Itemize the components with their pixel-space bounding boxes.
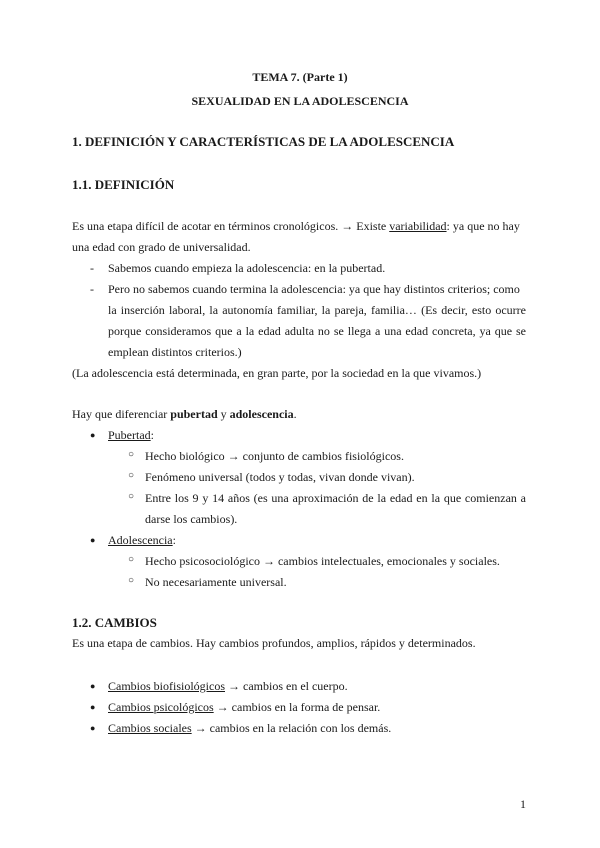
- sub-bullet-item: Hecho biológico → conjunto de cambios fisiológicos.: [145, 449, 404, 463]
- circle-bullet-icon: ○: [128, 449, 135, 460]
- underlined-term: Cambios psicológicos: [108, 700, 214, 714]
- dash-item-line: emplean distintos criterios.): [108, 345, 242, 359]
- underlined-term: Cambios sociales: [108, 721, 192, 735]
- bullet-icon: ●: [90, 535, 96, 545]
- dash-item-line: la inserción laboral, la autonomía familiar, la pareja, familia… (Es decir, esto ocurre: [108, 303, 526, 317]
- page-number: 1: [520, 797, 526, 811]
- dash-marker: -: [90, 282, 94, 296]
- bullet-text: → cambios en el cuerpo.: [225, 679, 348, 693]
- bullet-icon: ●: [90, 681, 96, 691]
- bullet-label: Adolescencia:: [108, 533, 176, 547]
- dash-marker: -: [90, 261, 94, 275]
- document-subtitle: SEXUALIDAD EN LA ADOLESCENCIA: [191, 94, 409, 108]
- bullet-label: Pubertad:: [108, 428, 154, 442]
- dash-item-line: Pero no sabemos cuando termina la adolescencia: ya que hay distintos criterios; como: [108, 282, 520, 296]
- dash-item-line: porque consideramos que a la edad adulta no se llega a una edad concreta, ya que se: [108, 324, 526, 338]
- bullet-item: [108, 679, 348, 694]
- paragraph-text: .: [293, 407, 297, 421]
- bullet-item: [108, 700, 380, 715]
- sub-bullet-item: Fenómeno universal (todos y todas, vivan donde vivan).: [145, 470, 415, 484]
- paragraph-line: [72, 407, 297, 422]
- section-heading: 1. DEFINICIÓN Y CARACTERÍSTICAS DE LA ADOLESCENCIA: [72, 134, 455, 149]
- underlined-term: Cambios biofisiológicos: [108, 679, 225, 693]
- paragraph-text: Es una etapa difícil de acotar en términos cronológicos. → Existe: [72, 219, 390, 233]
- bold-term: adolescencia: [229, 407, 294, 421]
- bullet-icon: ●: [90, 702, 96, 712]
- circle-bullet-icon: ○: [128, 575, 135, 586]
- underlined-term: variabilidad: [389, 219, 447, 233]
- circle-bullet-icon: ○: [128, 491, 135, 502]
- bullet-icon: ●: [90, 430, 96, 440]
- paragraph-line: [72, 219, 520, 234]
- paragraph-line: Es una etapa de cambios. Hay cambios profundos, amplios, rápidos y determinados.: [72, 636, 476, 650]
- dash-item: Sabemos cuando empieza la adolescencia: en la pubertad.: [108, 261, 386, 275]
- paragraph-line: una edad con grado de universalidad.: [72, 240, 251, 254]
- note-paragraph: (La adolescencia está determinada, en gran parte, por la sociedad en la que vivamos.): [72, 366, 482, 380]
- bullet-text: → cambios en la relación con los demás.: [191, 721, 392, 735]
- subsection-heading: 1.1. DEFINICIÓN: [72, 177, 175, 192]
- subsection-heading: 1.2. CAMBIOS: [72, 615, 157, 630]
- document-title: TEMA 7. (Parte 1): [252, 70, 348, 84]
- sub-bullet-item: No necesariamente universal.: [145, 575, 287, 589]
- paragraph-text: : ya que no hay: [446, 219, 520, 233]
- bold-term: pubertad: [170, 407, 218, 421]
- paragraph-text: Hay que diferenciar: [72, 407, 171, 421]
- underlined-term: Adolescencia: [108, 533, 173, 547]
- circle-bullet-icon: ○: [128, 554, 135, 565]
- paragraph-text: y: [217, 407, 230, 421]
- bullet-icon: ●: [90, 723, 96, 733]
- bullet-text: → cambios en la forma de pensar.: [213, 700, 381, 714]
- sub-bullet-item: Hecho psicosociológico → cambios intelectuales, emocionales y sociales.: [145, 554, 500, 568]
- sub-bullet-item: Entre los 9 y 14 años (es una aproximación de la edad en la que comienzan a: [145, 491, 526, 505]
- underlined-term: Pubertad: [108, 428, 151, 442]
- circle-bullet-icon: ○: [128, 470, 135, 481]
- sub-bullet-item-cont: darse los cambios).: [145, 512, 238, 526]
- bullet-item: [108, 721, 391, 736]
